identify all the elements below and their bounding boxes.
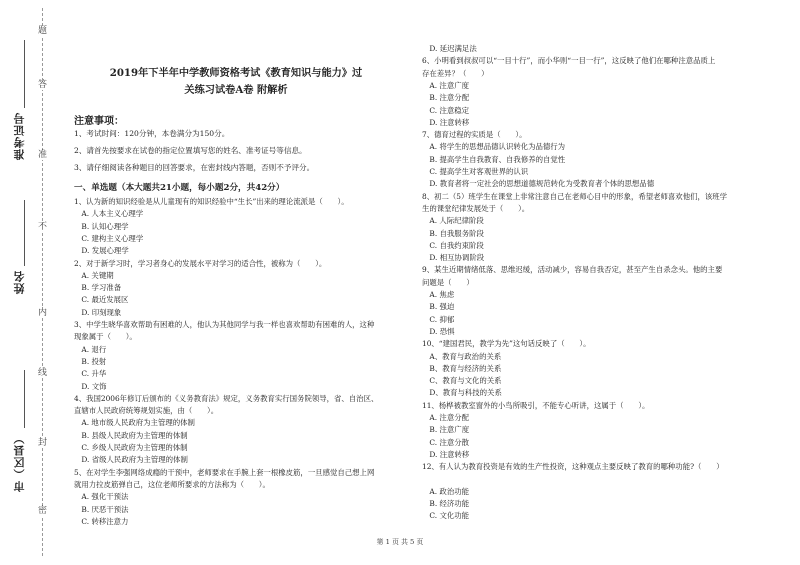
question-line: D、教育与科技的关系 <box>422 388 502 398</box>
notice-item: 1、考试时间：120分钟，本卷满分为150分。 <box>74 129 230 138</box>
question-line: D. 延迟满足法 <box>422 44 477 53</box>
seal-word: 准 <box>37 150 47 160</box>
question-line: A. 强化干预法 <box>74 492 129 502</box>
question-line: 6、小明看到叔叔可以“一目十行”，而小华则“一目一行”，这反映了他们在哪种注意品质上 <box>422 56 716 66</box>
section-heading: 一、单选题（本大题共21小题，每小题2分，共42分） <box>74 183 285 193</box>
question-line: C. 抑郁 <box>422 314 455 324</box>
exam-title-line1: 2019年下半年中学教师资格考试《教育知识与能力》过 <box>109 67 363 79</box>
question-line: A. 人际纪律阶段 <box>422 216 484 226</box>
question-line: B. 县级人民政府为主管理的体制 <box>74 430 188 440</box>
question-line: C. 建构主义心理学 <box>74 233 144 243</box>
question-line: B. 提高学生自我教育、自我修养的自觉性 <box>422 154 566 164</box>
question-line: C. 最近发展区 <box>74 295 129 305</box>
district-field[interactable] <box>24 370 25 428</box>
question-line: D. 注意转移 <box>422 449 470 459</box>
question-line: D. 文饰 <box>74 381 107 391</box>
seal-word: 答 <box>37 80 47 90</box>
question-line: B. 强迫 <box>422 302 455 312</box>
question-line: 8、初二（5）班学生在课堂上非常注意自己在老师心目中的形象，希望老师喜欢他们，该班学 <box>422 191 728 201</box>
question-line: B. 注意广度 <box>422 425 470 435</box>
question-line: A、教育与政治的关系 <box>422 351 502 361</box>
seal-word: 线 <box>37 368 47 378</box>
question-line: A. 将学生的思想品德认识转化为品德行为 <box>422 142 566 152</box>
notice-item: 3、请仔细阅读各种题目的回答要求，在密封线内答题，否则不予评分。 <box>74 163 315 172</box>
question-line: 10、“建国君民，教学为先”这句话反映了（ ）。 <box>422 339 591 349</box>
question-line: C、教育与文化的关系 <box>422 376 502 386</box>
seal-word: 题 <box>37 26 47 36</box>
question-line: B. 学习准备 <box>74 283 122 293</box>
binding-strip <box>0 0 58 565</box>
exam-number-label: 准考证号 <box>13 112 26 160</box>
question-line: C. 提高学生对客观世界的认识 <box>422 167 529 176</box>
question-line: 11、杨桦被教室窗外的小鸟所吸引，不能专心听讲，这属于（ ）。 <box>422 400 650 410</box>
question-line: A. 人本主义心理学 <box>74 209 144 219</box>
question-line: B. 自我服务阶段 <box>422 228 484 238</box>
question-line: 12、有人认为教育投资是有效的生产性投资，这种观点主要反映了教育的哪种功能?（ ） <box>422 462 724 472</box>
exam-title-line2: 关练习试卷A卷 附解析 <box>184 84 288 96</box>
district-label: 市（区县） <box>13 432 26 492</box>
question-line: C. 自我约束阶段 <box>422 240 484 250</box>
question-line: A. 退行 <box>74 344 107 354</box>
name-label: 姓名 <box>13 270 26 294</box>
question-line: 直辖市人民政府统筹规划实施，由（ ）。 <box>74 406 219 416</box>
question-line: 2、对于新学习时，学习者身心的发展水平对学习的适合性，被称为（ ）。 <box>74 258 327 268</box>
question-line: 1、认为新的知识经验是从儿童现有的知识经验中“生长”出来的理论流派是（ ）。 <box>74 197 349 206</box>
question-line: C. 注意稳定 <box>422 105 470 115</box>
question-line: B. 认知心理学 <box>74 221 129 231</box>
name-field[interactable] <box>24 200 25 266</box>
question-line: C. 转移注意力 <box>74 516 129 526</box>
question-line: D. 省级人民政府为主管理的体制 <box>74 455 188 465</box>
question-line: 就用力拉皮筋弹自己，这位老师所要求的方法称为（ ）。 <box>74 479 270 489</box>
question-line: 4、我国2006年修订后颁布的《义务教育法》规定，义务教育实行国务院领导，省、自治区、 <box>74 393 379 403</box>
question-line: D. 注意转移 <box>422 117 470 127</box>
question-line: A. 注意广度 <box>422 80 469 90</box>
question-line: 9、某生近期情绪低落、思维迟缓，活动减少，容易自我否定，甚至产生自杀念头。他的主要 <box>422 265 723 275</box>
seal-word: 内 <box>37 308 47 318</box>
seal-word: 封 <box>37 438 47 448</box>
notice-item: 2、请首先按要求在试卷的指定位置填写您的姓名、准考证号等信息。 <box>74 146 307 155</box>
question-line: 问题是（ ） <box>422 277 474 287</box>
question-line: C. 文化功能 <box>422 511 470 521</box>
question-line: A. 地市级人民政府为主管理的体制 <box>74 418 195 428</box>
question-line: 存在差异？（ ） <box>422 68 489 78</box>
notice-heading: 注意事项： <box>74 116 124 127</box>
question-line: B. 经济功能 <box>422 499 470 509</box>
exam-number-field[interactable] <box>24 40 25 108</box>
question-line: D. 发展心理学 <box>74 246 129 256</box>
question-line: D. 恐惧 <box>422 326 455 336</box>
question-line: B. 厌恶干预法 <box>74 504 129 514</box>
question-line: 生的课堂纪律发展处于（ ）。 <box>422 203 530 213</box>
question-line: B、教育与经济的关系 <box>422 363 502 373</box>
question-line: A. 政治功能 <box>422 486 469 496</box>
seal-word: 不 <box>37 222 47 232</box>
question-line: C. 注意分散 <box>422 437 470 447</box>
question-line: D. 教育者将一定社会的思想道德规范转化为受教育者个体的思想品德 <box>422 179 655 189</box>
question-line: 3、中学生晓华喜欢帮助有困难的人，他认为其他同学与我一样也喜欢帮助有困难的人，这种 <box>74 320 375 329</box>
question-line: 现象属于（ ）。 <box>74 332 137 342</box>
question-line: C. 乡级人民政府为主管理的体制 <box>74 443 188 452</box>
question-line: A. 关键期 <box>74 270 114 280</box>
seal-dashed-line <box>42 8 43 556</box>
page-footer: 第 1 页 共 5 页 <box>376 538 424 546</box>
seal-word: 密 <box>37 506 47 516</box>
question-line: A. 注意分配 <box>422 413 469 422</box>
question-line: A. 焦虑 <box>422 290 455 299</box>
question-line: D. 相互协调阶段 <box>422 253 485 263</box>
question-line: B. 投射 <box>74 356 107 366</box>
question-line: B. 注意分配 <box>422 93 470 103</box>
question-line: 5、在对学生李强网络成瘾的干预中，老师要求在手腕上套一根橡皮筋，一旦感觉自己想上网 <box>74 467 375 477</box>
question-line: C. 升华 <box>74 369 107 379</box>
question-line: 7、德育过程的实质是（ ）。 <box>422 130 527 140</box>
question-line: D. 印刻现象 <box>74 307 122 317</box>
